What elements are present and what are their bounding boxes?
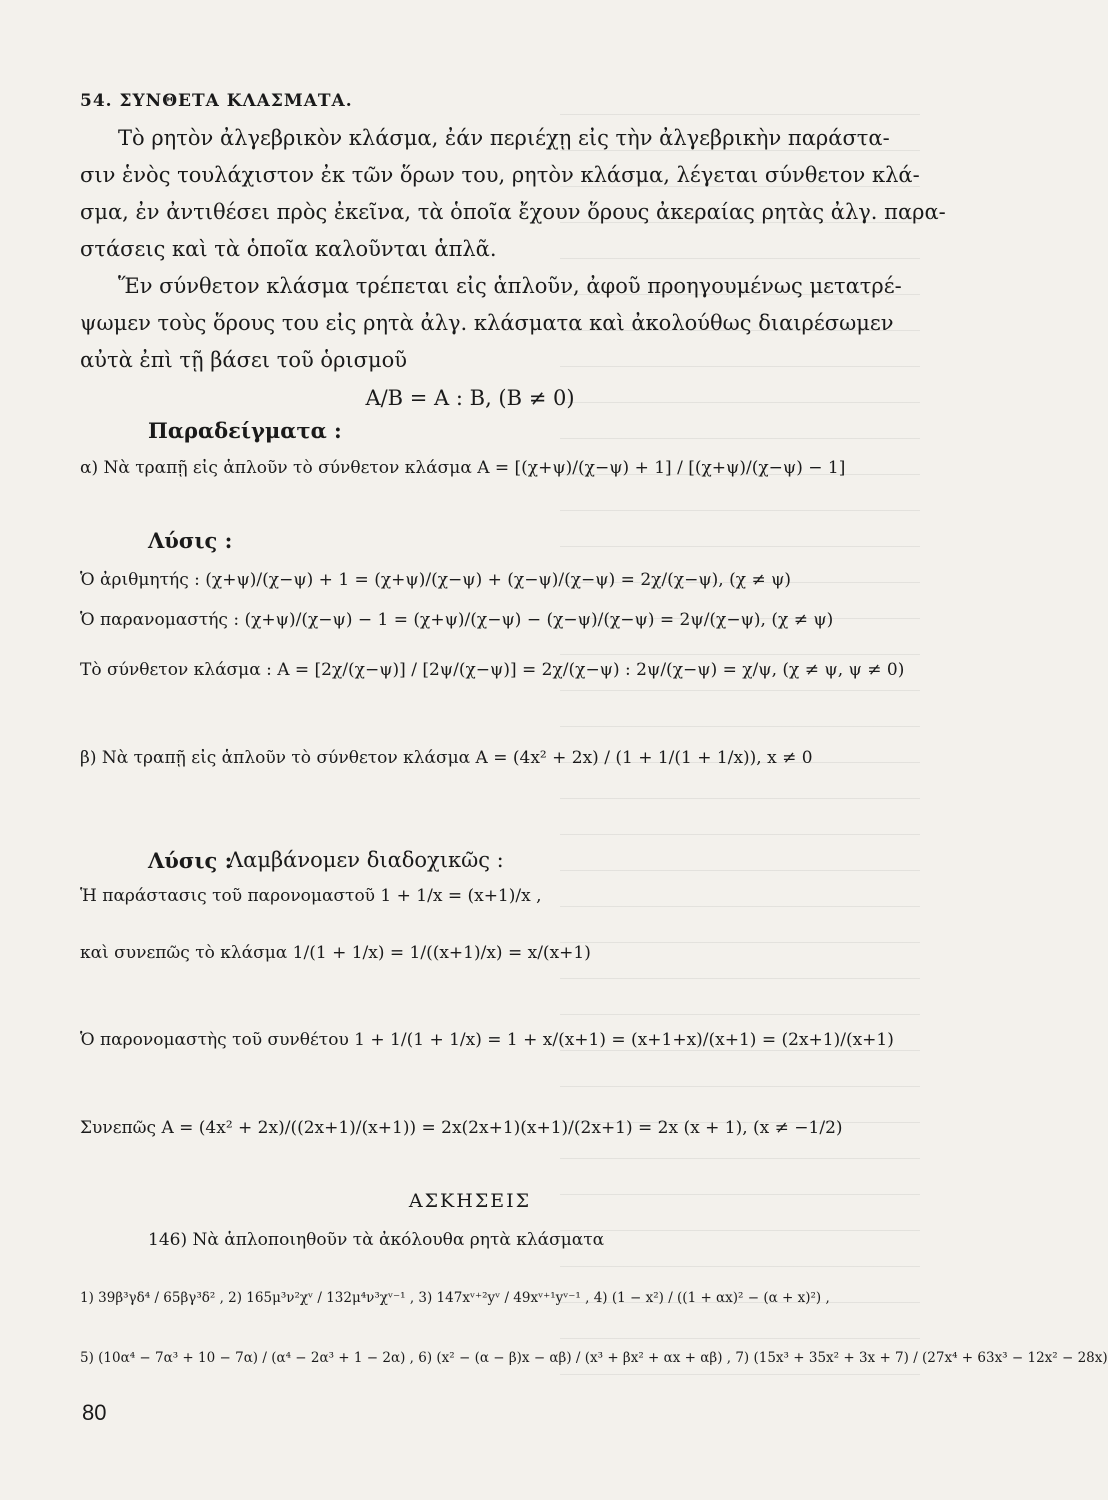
text-line: σμα, ἐν ἀντιθέσει πρὸς ἐκεῖνα, τὰ ὁποῖα ἔχουν ὅρους ἀκεραίας ρητὰς ἀλγ. παρα- — [80, 200, 946, 224]
example-a-result: Τὸ σύνθετον κλάσμα : A = [2χ/(χ−ψ)] / [2ψ/(χ−ψ)] = 2χ/(χ−ψ) : 2ψ/(χ−ψ) = χ/ψ, (χ ≠ ψ, ψ ≠ 0) — [80, 660, 905, 680]
example-b-step0: Λαμβάνομεν διαδοχικῶς : — [228, 848, 504, 872]
text-line: ψωμεν τοὺς ὅρους του εἰς ρητὰ ἀλγ. κλάσματα καὶ ἀκολούθως διαιρέσωμεν — [80, 311, 894, 335]
example-b-step4: Συνεπῶς A = (4x² + 2x)/((2x+1)/(x+1)) = 2x(2x+1)(x+1)/(2x+1) = 2x (x + 1), (x ≠ −1/2) — [80, 1118, 843, 1138]
text-line: Τὸ ρητὸν ἀλγεβρικὸν κλάσμα, ἐάν περιέχῃ εἰς τὴν ἀλγεβρικὴν παράστα- — [118, 126, 890, 150]
example-b-step1: Ἡ παράστασις τοῦ παρονομαστοῦ 1 + 1/x = (x+1)/x , — [80, 886, 542, 906]
page-number: 80 — [82, 1400, 107, 1425]
text-line: στάσεις καὶ τὰ ὁποῖα καλοῦνται ἁπλᾶ. — [80, 237, 497, 261]
example-a-numerator: Ὁ ἀριθμητής : (χ+ψ)/(χ−ψ) + 1 = (χ+ψ)/(χ−ψ) + (χ−ψ)/(χ−ψ) = 2χ/(χ−ψ), (χ ≠ ψ) — [80, 570, 792, 590]
exercise-row-2: 5) (10α⁴ − 7α³ + 10 − 7α) / (α⁴ − 2α³ + 1 − 2α) , 6) (x² − (α − β)x − αβ) / (x³ + βx² + αx + αβ) , 7) (15x³ + 35x² + 3x + 7) / (27x⁴ + 63x³ − 12x² − 28x) — [80, 1350, 1108, 1366]
definition-formula: A/B = A : B, (B ≠ 0) — [365, 386, 575, 410]
example-a-denominator: Ὁ παρανομαστής : (χ+ψ)/(χ−ψ) − 1 = (χ+ψ)/(χ−ψ) − (χ−ψ)/(χ−ψ) = 2ψ/(χ−ψ), (χ ≠ ψ) — [80, 610, 834, 630]
examples-label: Παραδείγματα : — [148, 418, 342, 443]
example-b-step3: Ὁ παρονομαστὴς τοῦ συνθέτου 1 + 1/(1 + 1/x) = 1 + x/(x+1) = (x+1+x)/(x+1) = (2x+1)/(x+1) — [80, 1030, 894, 1050]
example-b-step2: καὶ συνεπῶς τὸ κλάσμα 1/(1 + 1/x) = 1/((x+1)/x) = x/(x+1) — [80, 943, 591, 963]
exercise-intro: 146) Νὰ ἁπλοποιηθοῦν τὰ ἀκόλουθα ρητὰ κλάσματα — [148, 1230, 605, 1250]
text-line: Ἕν σύνθετον κλάσμα τρέπεται εἰς ἁπλοῦν, ἀφοῦ προηγουμένως μετατρέ- — [118, 274, 902, 298]
exercise-row-1: 1) 39β³γδ⁴ / 65βγ³δ² , 2) 165μ³ν²χᵛ / 132μ⁴ν³χᵛ⁻¹ , 3) 147xᵛ⁺²yᵛ / 49xᵛ⁺¹yᵛ⁻¹ , 4) (1 − x²) / ((1 + αx)² − (α + x)²) , — [80, 1290, 830, 1306]
solution-label: Λύσις : — [148, 528, 233, 553]
text-line: σιν ἑνὸς τουλάχιστον ἐκ τῶν ὅρων του, ρητὸν κλάσμα, λέγεται σύνθετον κλά- — [80, 163, 920, 187]
text-line: αὐτὰ ἐπὶ τῇ βάσει τοῦ ὁρισμοῦ — [80, 348, 408, 372]
example-a-statement: α) Νὰ τραπῇ εἰς ἁπλοῦν τὸ σύνθετον κλάσμα A = [(χ+ψ)/(χ−ψ) + 1] / [(χ+ψ)/(χ−ψ) − 1] — [80, 458, 846, 478]
exercises-heading: ΑΣΚΗΣΕΙΣ — [408, 1190, 532, 1212]
example-b-statement: β) Νὰ τραπῇ εἰς ἁπλοῦν τὸ σύνθετον κλάσμα A = (4x² + 2x) / (1 + 1/(1 + 1/x)), x ≠ 0 — [80, 748, 813, 768]
solution-label: Λύσις : — [148, 848, 233, 873]
section-heading: 54. ΣΥΝΘΕΤΑ ΚΛΑΣΜΑΤΑ. — [80, 91, 353, 111]
